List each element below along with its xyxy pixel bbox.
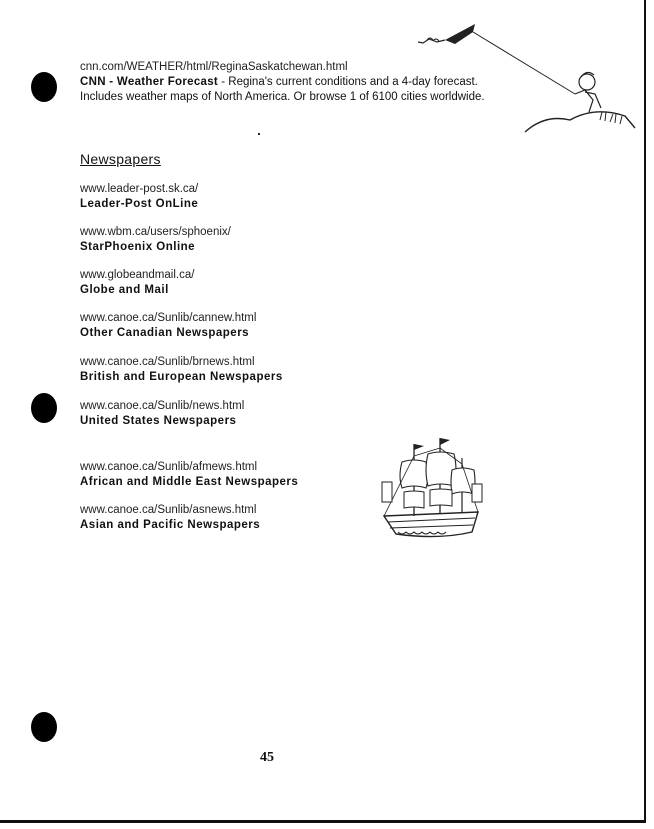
entry-title: Leader-Post OnLine [80, 198, 199, 210]
entry-other-canadian [80, 311, 256, 341]
binder-hole-middle [31, 393, 57, 423]
entry-title: British and European Newspapers [80, 371, 283, 383]
stray-dot [258, 133, 260, 135]
sailing-ship-icon [378, 436, 486, 548]
entry-leader-post [80, 182, 198, 212]
entry-url[interactable]: www.canoe.ca/Sunlib/asnews.html [80, 504, 257, 516]
entry-title: Other Canadian Newspapers [80, 327, 250, 339]
cnn-description-line2: Includes weather maps of North America. Or browse 1 of 6100 cities worldwide. [80, 91, 485, 103]
entry-african-middle-east [80, 460, 298, 490]
cnn-weather-entry [80, 60, 560, 105]
entry-url[interactable]: www.canoe.ca/Sunlib/cannew.html [80, 312, 257, 324]
entry-url[interactable]: www.globeandmail.ca/ [80, 269, 195, 281]
cnn-separator: - [218, 76, 229, 88]
entry-url[interactable]: www.canoe.ca/Sunlib/news.html [80, 400, 245, 412]
entry-title: United States Newspapers [80, 415, 237, 427]
cnn-title: CNN - Weather Forecast [80, 76, 219, 88]
binder-hole-top [31, 72, 57, 102]
page-border-bottom [0, 820, 646, 823]
binder-hole-bottom [31, 712, 57, 742]
entry-url[interactable]: www.wbm.ca/users/sphoenix/ [80, 226, 231, 238]
cnn-url[interactable]: cnn.com/WEATHER/html/ReginaSaskatchewan.html [80, 61, 348, 73]
entry-title: Globe and Mail [80, 284, 169, 296]
entry-united-states [80, 399, 244, 429]
entry-asian-pacific [80, 503, 260, 533]
entry-title: StarPhoenix Online [80, 241, 196, 253]
entry-url[interactable]: www.canoe.ca/Sunlib/afmews.html [80, 461, 258, 473]
cnn-description-text: Regina's current conditions and a 4-day forecast. [228, 76, 478, 88]
entry-title: Asian and Pacific Newspapers [80, 519, 261, 531]
page-number: 45 [260, 750, 274, 765]
cnn-description-line1 [80, 75, 560, 90]
entry-url[interactable]: www.canoe.ca/Sunlib/brnews.html [80, 356, 255, 368]
entry-british-european [80, 355, 283, 385]
page-border-right [644, 0, 646, 822]
entry-url[interactable]: www.leader-post.sk.ca/ [80, 183, 199, 195]
entry-starphoenix [80, 225, 231, 255]
entry-title: African and Middle East Newspapers [80, 476, 299, 488]
section-heading-newspapers: Newspapers [80, 151, 161, 167]
entry-globe-and-mail [80, 268, 194, 298]
